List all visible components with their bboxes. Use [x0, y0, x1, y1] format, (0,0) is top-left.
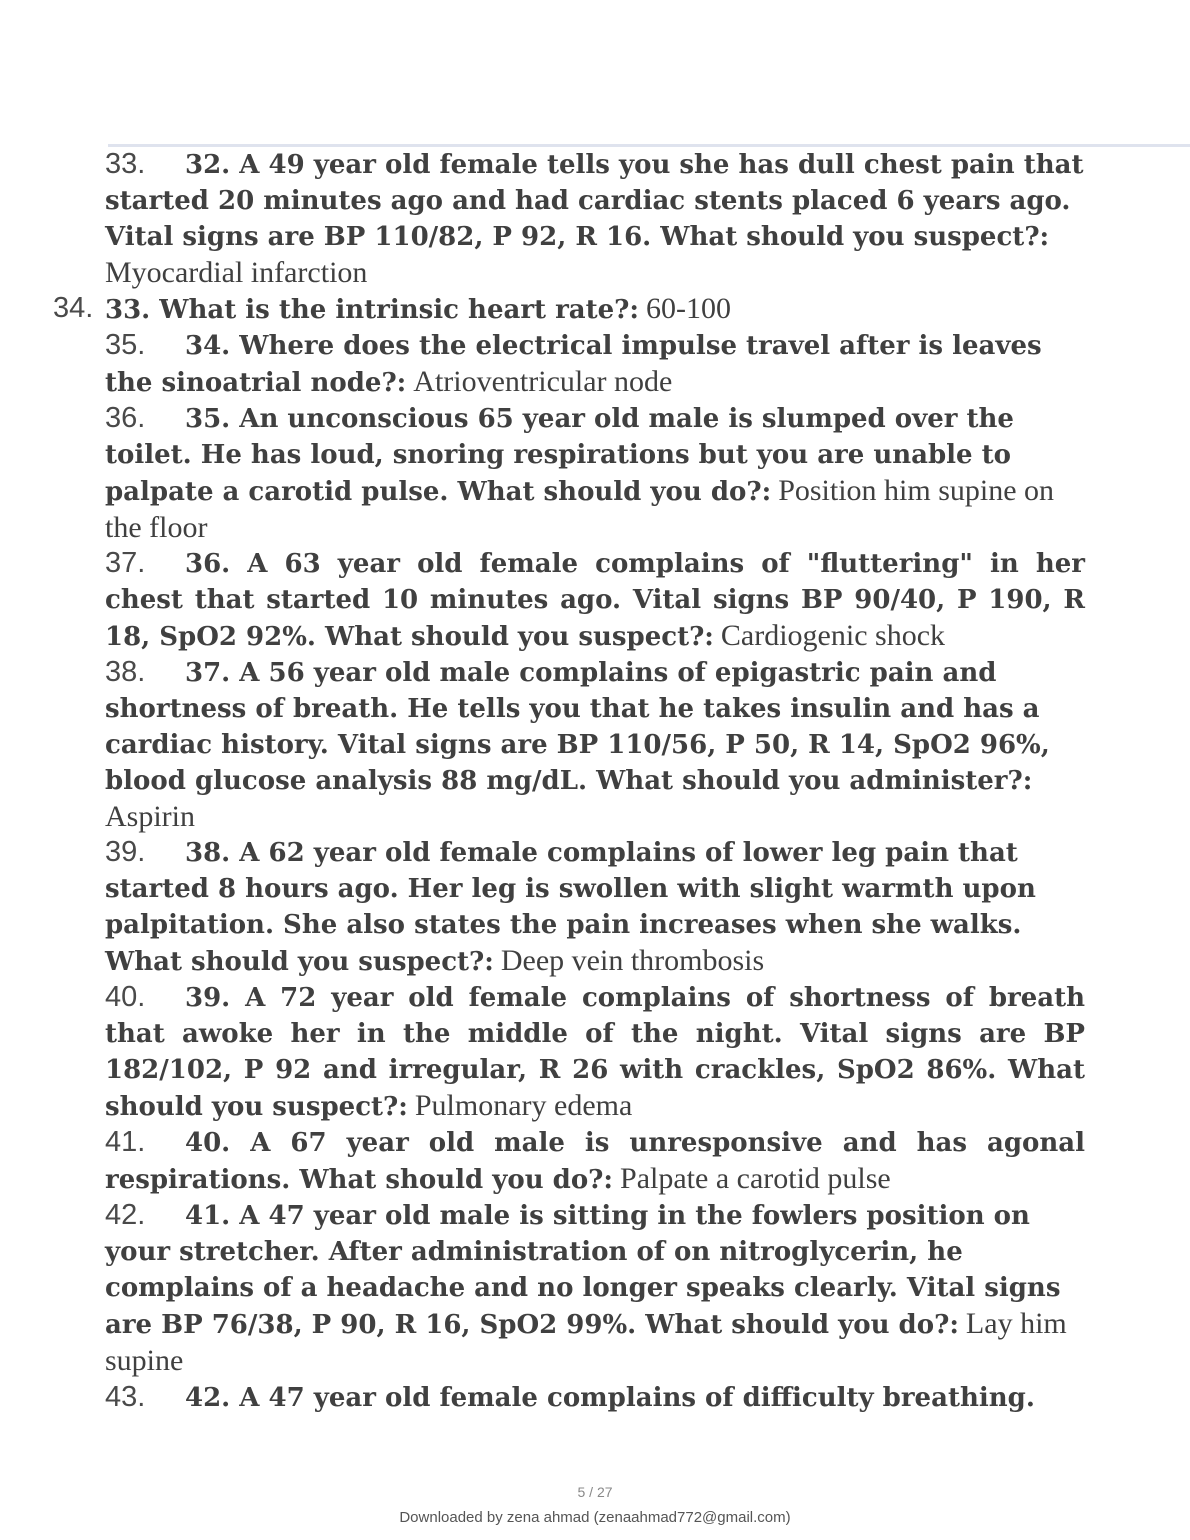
answer-text: Aspirin: [105, 800, 195, 833]
question-text: 36. A 63 year old female complains of "fluttering" in her chest that started 10 minutes ago. Vital signs BP 90/40, P 190, R 18, SpO2 92%. What should you suspect?:: [105, 549, 1085, 652]
qa-item: [105, 835, 1085, 980]
qa-list: [53, 147, 1085, 1416]
item-number: 33.: [105, 148, 146, 180]
item-number: 37.: [105, 547, 146, 579]
item-number: 42.: [105, 1199, 146, 1231]
item-number: 34.: [53, 292, 94, 324]
question-text: 41. A 47 year old male is sitting in the fowlers position on your stretcher. After administration of on nitroglycerin, he complains of a headache and no longer speaks clearly. Vital signs are BP 76/38, P 90, R 16, SpO2 99%. What should you do?:: [105, 1201, 1061, 1340]
qa-item: [105, 328, 1085, 401]
item-number: 35.: [105, 329, 146, 361]
qa-item: [105, 1125, 1085, 1198]
page-indicator: 5 / 27: [577, 1484, 613, 1500]
qa-item: [105, 655, 1085, 835]
question-text: 34. Where does the electrical impulse travel after is leaves the sinoatrial node?:: [105, 331, 1042, 398]
question-text: 38. A 62 year old female complains of lower leg pain that started 8 hours ago. Her leg is swollen with slight warmth upon palpitation. She also states the pain increases when she walks. What should you suspect?:: [105, 838, 1036, 977]
qa-item: [105, 401, 1085, 546]
answer-text: Cardiogenic shock: [720, 619, 946, 652]
download-attribution: Downloaded by zena ahmad (zenaahmad772@gmail.com): [399, 1509, 791, 1526]
question-text: 32. A 49 year old female tells you she has dull chest pain that started 20 minutes ago and had cardiac stents placed 6 years ago. Vital signs are BP 110/82, P 92, R 16. What should you suspect?:: [105, 150, 1084, 252]
qa-item: [105, 546, 1085, 655]
qa-item: [105, 980, 1085, 1125]
answer-text: Lay him supine: [105, 1307, 1067, 1377]
question-text: 35. An unconscious 65 year old male is slumped over the toilet. He has loud, snoring respirations but you are unable to palpate a carotid pulse. What should you do?:: [105, 404, 1014, 507]
qa-item: [105, 147, 1085, 291]
item-number: 36.: [105, 402, 146, 434]
qa-item: [105, 1198, 1085, 1379]
answer-text: Myocardial infarction: [105, 256, 368, 289]
item-number: 43.: [105, 1381, 146, 1413]
answer-text: Position him supine on the floor: [105, 474, 1055, 544]
question-text: 37. A 56 year old male complains of epigastric pain and shortness of breath. He tells you that he takes insulin and has a cardiac history. Vital signs are BP 110/56, P 50, R 14, SpO2 96%, blood glucose analysis 88 mg/dL. What should you administer?:: [105, 658, 1050, 796]
answer-text: Atrioventricular node: [413, 365, 673, 398]
question-text: 33. What is the intrinsic heart rate?:: [105, 295, 640, 325]
item-number: 38.: [105, 656, 146, 688]
item-number: 39.: [105, 836, 146, 868]
qa-item: [105, 1379, 1085, 1416]
question-text: 39. A 72 year old female complains of shortness of breath that awoke her in the middle of the night. Vital signs are BP 182/102, P 92 and irregular, R 26 with crackles, SpO2 86%. What should you suspect?:: [105, 983, 1085, 1122]
answer-text: 60-100: [646, 292, 732, 325]
item-number: 40.: [105, 981, 146, 1013]
question-text: 40. A 67 year old male is unresponsive and has agonal respirations. What should you do?:: [105, 1128, 1085, 1195]
answer-text: Pulmonary edema: [414, 1089, 633, 1122]
question-text: 42. A 47 year old female complains of difficulty breathing.: [185, 1383, 1035, 1413]
item-number: 41.: [105, 1126, 146, 1158]
qa-item: [53, 291, 1085, 328]
answer-text: Palpate a carotid pulse: [620, 1162, 891, 1195]
answer-text: Deep vein thrombosis: [500, 944, 765, 977]
